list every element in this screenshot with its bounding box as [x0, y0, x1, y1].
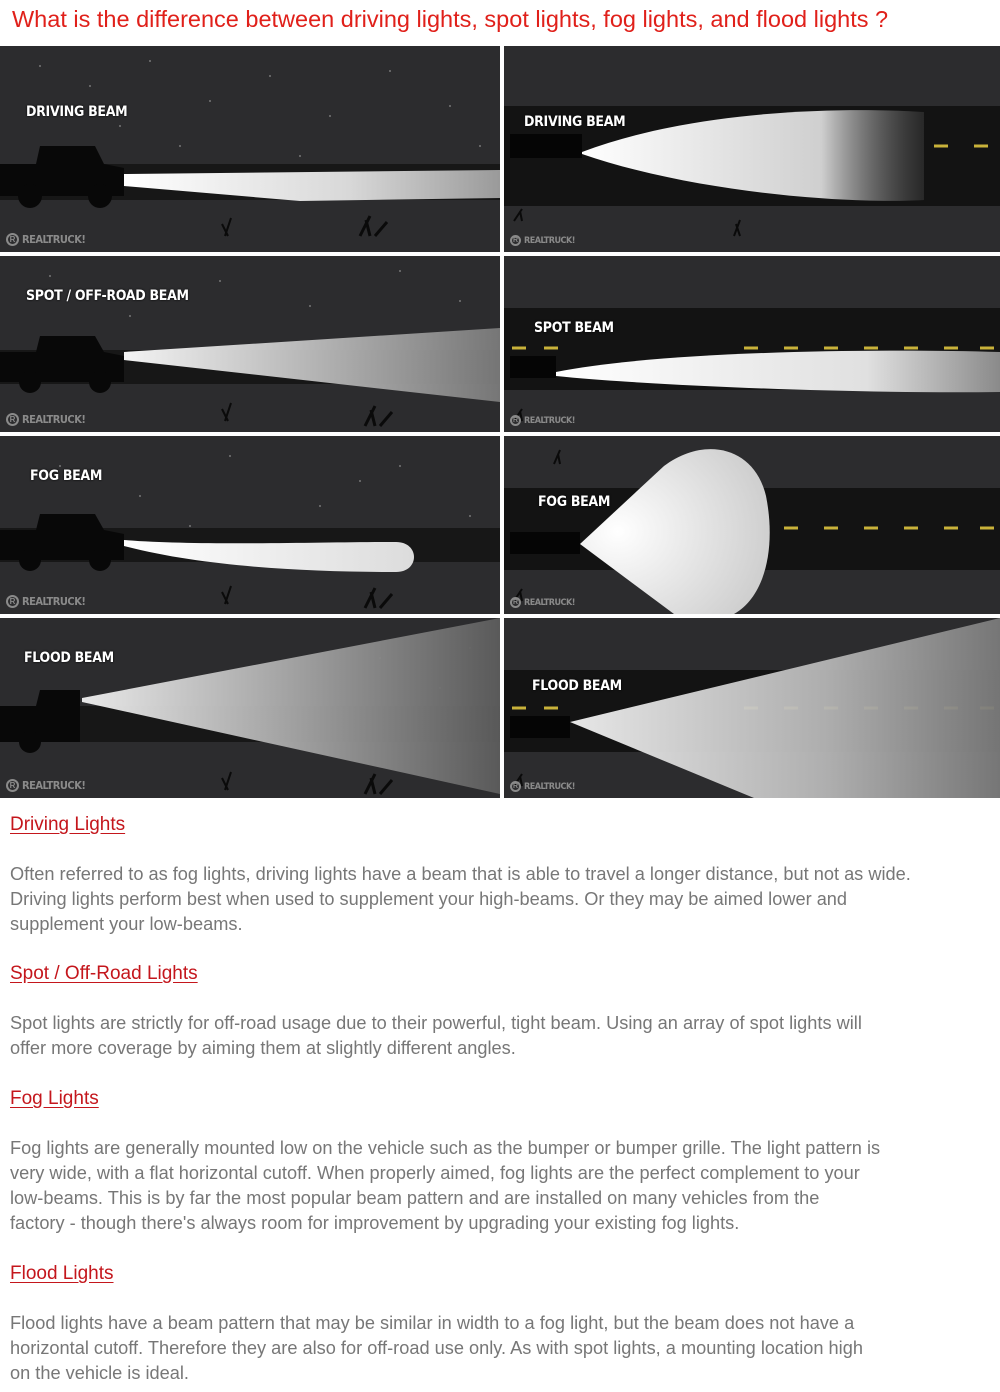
section-paragraph: Often referred to as fog lights, driving lights have a beam that is able to travel a longer distance, but not as wide. Driving lights perform best when used to supplement your high-beams. Or they may be aimed lower and supplement your low-beams. — [10, 864, 911, 934]
realtruck-logo-icon: R — [6, 233, 19, 246]
realtruck-logo-icon: R — [6, 779, 19, 792]
realtruck-logo: R REALTRUCK! — [510, 235, 575, 246]
beam-label: FOG BEAM — [30, 468, 103, 484]
beam-label: SPOT BEAM — [534, 320, 614, 336]
flood-beam-top-view — [504, 618, 1000, 798]
beam-comparison-grid — [0, 46, 1000, 798]
beam-label: FLOOD BEAM — [532, 678, 622, 694]
section-spot-offroad-lights — [10, 962, 1000, 1061]
spot-beam-top-illustration — [504, 256, 1000, 432]
beam-label: FLOOD BEAM — [24, 650, 114, 666]
section-paragraph: Fog lights are generally mounted low on the vehicle such as the bumper or bumper grille. The light pattern is very wide, with a flat horizontal cutoff. When properly aimed, fog lights are the perfect complement to your low-beams. This is by far the most popular beam pattern and are installed on many vehicles from the factory - though there's always room for improvement by upgrading your existing fog lights. — [10, 1138, 881, 1233]
realtruck-logo-icon: R — [510, 781, 521, 792]
section-heading[interactable]: Fog Lights — [10, 1088, 99, 1109]
beam-label: FOG BEAM — [538, 494, 611, 510]
fog-beam-side-view — [0, 436, 500, 614]
realtruck-logo-icon: R — [6, 595, 19, 608]
beam-label: DRIVING BEAM — [524, 114, 626, 130]
fog-beam-side-illustration — [0, 436, 500, 614]
driving-beam-top-view — [504, 46, 1000, 252]
fog-beam-top-illustration — [504, 436, 1000, 614]
driving-beam-top-illustration — [504, 46, 1000, 252]
driving-beam-side-view — [0, 46, 500, 252]
section-paragraph: Flood lights have a beam pattern that may be similar in width to a fog light, but the beam does not have a horizontal cutoff. Therefore they are also for off-road use only. As with spot lights, a mounting location high on the vehicle is ideal. — [10, 1313, 863, 1383]
section-paragraph: Spot lights are strictly for off-road usage due to their powerful, tight beam. Using an array of spot lights will offer more coverage by aiming them at slightly different angles. — [10, 1013, 862, 1058]
page-title: What is the difference between driving lights, spot lights, fog lights, and flood lights ? — [12, 6, 889, 32]
flood-beam-side-illustration — [0, 618, 500, 798]
flood-beam-side-view — [0, 618, 500, 798]
realtruck-logo-icon: R — [510, 235, 521, 246]
section-flood-lights — [10, 1262, 1000, 1386]
spot-beam-top-view — [504, 256, 1000, 432]
section-driving-lights — [10, 813, 1000, 937]
realtruck-logo: R REALTRUCK! — [510, 597, 575, 608]
section-fog-lights — [10, 1087, 1000, 1236]
flood-beam-top-illustration — [504, 618, 1000, 798]
realtruck-logo: R REALTRUCK! — [510, 781, 575, 792]
section-heading[interactable]: Spot / Off-Road Lights — [10, 963, 198, 984]
beam-label: SPOT / OFF-ROAD BEAM — [26, 288, 189, 304]
driving-beam-side-illustration — [0, 46, 500, 252]
spot-beam-side-view — [0, 256, 500, 432]
spot-beam-side-illustration — [0, 256, 500, 432]
fog-beam-top-view — [504, 436, 1000, 614]
realtruck-logo: R REALTRUCK! — [6, 779, 85, 792]
realtruck-logo: R REALTRUCK! — [510, 415, 575, 426]
beam-label: DRIVING BEAM — [26, 104, 128, 120]
realtruck-logo: R REALTRUCK! — [6, 413, 85, 426]
realtruck-logo: R REALTRUCK! — [6, 233, 85, 246]
realtruck-logo-icon: R — [6, 413, 19, 426]
realtruck-logo: R REALTRUCK! — [6, 595, 85, 608]
realtruck-logo-icon: R — [510, 415, 521, 426]
section-heading[interactable]: Flood Lights — [10, 1263, 114, 1284]
section-heading[interactable]: Driving Lights — [10, 814, 126, 835]
realtruck-logo-icon: R — [510, 597, 521, 608]
